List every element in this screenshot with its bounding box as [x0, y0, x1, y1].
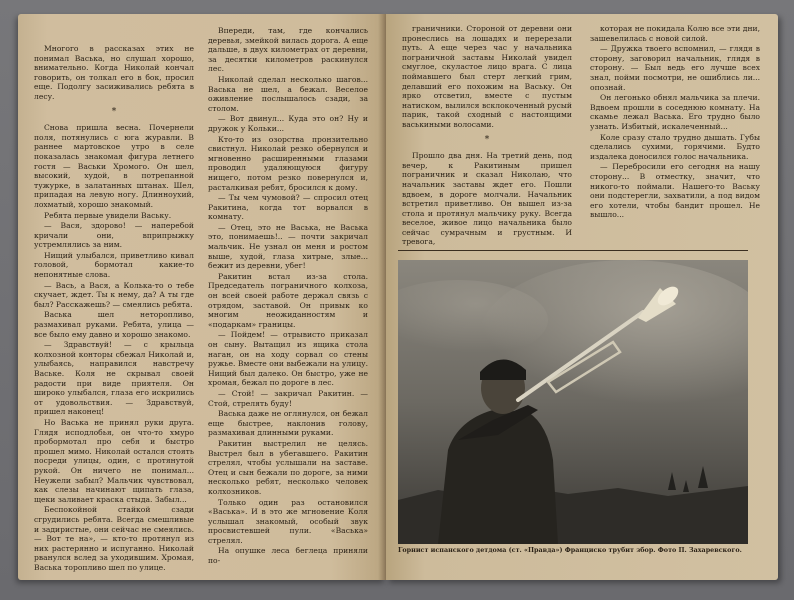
- right-page: [386, 14, 778, 580]
- section-divider: [398, 250, 748, 251]
- paragraph: Васька шел неторопливо, размахивал руками. Ребята, улица — все было ему давно и хорошо знакомо.: [34, 310, 194, 339]
- paragraph: Васька даже не оглянулся, он бежал еще быстрее, наклонив голову, размахивая длинными руками.: [208, 409, 368, 438]
- paragraph: — Стой! — закричал Ракитин. — Стой, стрелять буду!: [208, 388, 368, 408]
- paragraph: Нищий улыбался, приветливо кивал головой, бормотал какие-то непонятные слова.: [34, 250, 194, 280]
- paragraph: Многого в рассказах этих не понимал Васька, но слушал хорошо, внимательно. Когда Николай кончал говорить, он толкал его в бок, просил еще. Подолгу засиживались ребята в лесу.: [34, 44, 194, 101]
- paragraph: Николай сделал несколько шагов... Васька не шел, а бежал. Веселое оживление послышалось сзади, за столом.: [208, 74, 368, 113]
- paragraph: Прошло два дня. На третий день, под вечер, к Ракитиным пришел пограничник и сказал Николаю, что начальник заставы ждет его. Пошли вдвоем, в дороге молчали. Начальник встретил приветливо. Он вышел из-за стола и протянул мальчику руку. Всегда веселое, живое лицо начальника было сейчас сумрачным и грустным. И тревога,: [402, 151, 572, 247]
- bugler-illustration: [398, 260, 748, 544]
- section-break-star: *: [484, 134, 490, 145]
- paragraph: Но Васька не принял руки друга. Глядя исподлобья, он что-то хмуро пробормотал про себя и быстро прошел мимо. Николай остался стоять посреди улицы, один, с протянутой рукой. Он ничего не понимал... Неужели забыл? Мальчик чувствовал, как слезы начинают щипать глаза, щеки заливает краска стыда. Забыл...: [34, 417, 194, 504]
- paragraph: — Пойдем! — отрывисто приказал он сыну. Вытащил из ящика стола наган, он на ходу сорвал со стены ружье. Вместе они выбежали на улицу. Нищий был далеко. Он быстро, уже не хромая, бежал по дороге в лес.: [208, 330, 368, 388]
- paragraph: — Здравствуй! — с крыльца колхозной конторы сбежал Николай и, улыбаясь, направился навстречу Ваське. Коля не скрывал своей радости при виде приятеля. Он широко улыбался, глаза его искрились от удовольствия. — Здравствуй, пришел наконец!: [34, 340, 194, 417]
- paragraph: — Вот двинул... Куда это он? Ну и дружок у Кольки...: [208, 114, 368, 133]
- photo-caption: Горнист испанского детдома (ст. «Правда») Франциско трубит збор. Фото П. Захаревского.: [398, 546, 742, 554]
- bugler-photo: [398, 260, 748, 544]
- left-page-column-2: [208, 26, 368, 566]
- paragraph: Ребята первые увидели Ваську.: [44, 210, 172, 220]
- left-page: [18, 14, 386, 580]
- paragraph: которая не покидала Колю все эти дни, зашевелилась с новой силой.: [590, 24, 760, 43]
- paragraph: граничники. Стороной от деревни они пронеслись на лошадях и перерезали путь. А еще через час у начальника пограничной заставы Николай увидел смуглое, скуластое лицо врага. С лица поймавшего был стерт легкий грим, делавший его похожим на Ваську. Он ярко отсветил, вместе с пустым натиском, вылился всклокоченный русый парик, такой сходный с настоящими васькиными волосами.: [402, 24, 572, 129]
- paragraph: — Перебросили его сегодня на нашу сторону... В отместку, значит, что никого-то поймали. Нашего-то Ваську они подстерегли, захватили, а под видом его хотели, чтобы бандит прошел. Не вышло...: [590, 162, 760, 220]
- paragraph: Ракитин выстрелил не целясь. Выстрел был в убегавшего. Ракитин стрелял, чтобы услышали на заставе. Отец и сын бежали по дороге, за ними несколько ребят, несколько человек колхозников.: [208, 438, 368, 496]
- paragraph: Кто-то из озорства пронзительно свистнул. Николай резко обернулся и мгновенно расширенными глазами проводил удаляющуюся фигуру нищего, потом резко повернулся и, расталкивая ребят, бросился к дому.: [208, 134, 368, 192]
- right-page-column-1: [402, 24, 572, 247]
- paragraph: Он легонько обнял мальчика за плечи. Вдвоем прошли в соседнюю комнату. На скамье лежал Васька. Его трудно было узнать. Избитый, искалеченный...: [590, 93, 760, 131]
- right-page-column-2: [590, 24, 760, 224]
- paragraph: — Дружка твоего вспомнил, — глядя в сторону, заговорил начальник, глядя в сторону. — Был ведь его лучше всех знал, пойми посмотри, не ошиблись ли... опознай.: [590, 44, 760, 92]
- paragraph: Коле сразу стало трудно дышать. Губы сделались сухими, горячими. Будто издалека доносился голос начальника.: [590, 132, 760, 161]
- left-page-column-1: [34, 44, 194, 572]
- paragraph: На опушке леса беглеца приняли по-: [208, 546, 368, 566]
- paragraph: Беспокойной стайкой сзади сгрудились ребята. Всегда смешливые и задиристые, они сейчас не смеялись. — Вот те на», — кто-то протянул из них растерянно и испуганно. Николай рванулся вслед за уходившим. Хромая, Васька торопливо шел по улице.: [34, 505, 194, 572]
- section-break-star: *: [111, 106, 117, 117]
- paragraph: Только один раз остановился «Васька». И в это же мгновение Коля услышал знакомый, особый звук просвистевшей пули. «Васька» стрелял.: [208, 497, 368, 545]
- paragraph: Ракитин встал из-за стола. Председатель пограничного колхоза, он всей своей работе держал связь с отрядом, заставой. Он привык ко многим неожиданностям и «подаркам» границы.: [208, 271, 368, 329]
- paragraph: — Вася, здорово! — наперебой кричали они, вприпрыжку устремлялись за ним.: [34, 221, 194, 250]
- paragraph: Снова пришла весна. Почернели поля, потянулись с юга журавли. В раннее мартовское утро в селе показалась знакомая фигура летнего гостя — Васьки Хромого. Он шел, высокий, худой, в потрепанной тужурке, в залатанных штанах. Шел, припадая на левую ногу. Длинноухий, лохматый, хорошо знакомый.: [34, 123, 194, 209]
- paragraph: Впереди, там, где кончались деревья, змейкой вилась дорога. А еще дальше, в двух километрах от деревни, за десятки километров раскинулся лес.: [208, 26, 368, 74]
- paragraph: — Ты чем чумовой? — спросил отец Ракитина, когда тот ворвался в комнату.: [208, 193, 368, 222]
- paragraph: — Отец, это не Васька, не Васька это, понимаешь!.. — почти закричал мальчик. Не узнал он меня и ростом выше, худой, глаза хитрые, злые... бежит из деревни, убег!: [208, 222, 368, 271]
- paragraph: — Вась, а Вася, а Колька-то о тебе скучает, ждет. Ты к нему, да? А ты где был? Расскажешь? — смеялись ребята.: [34, 280, 194, 309]
